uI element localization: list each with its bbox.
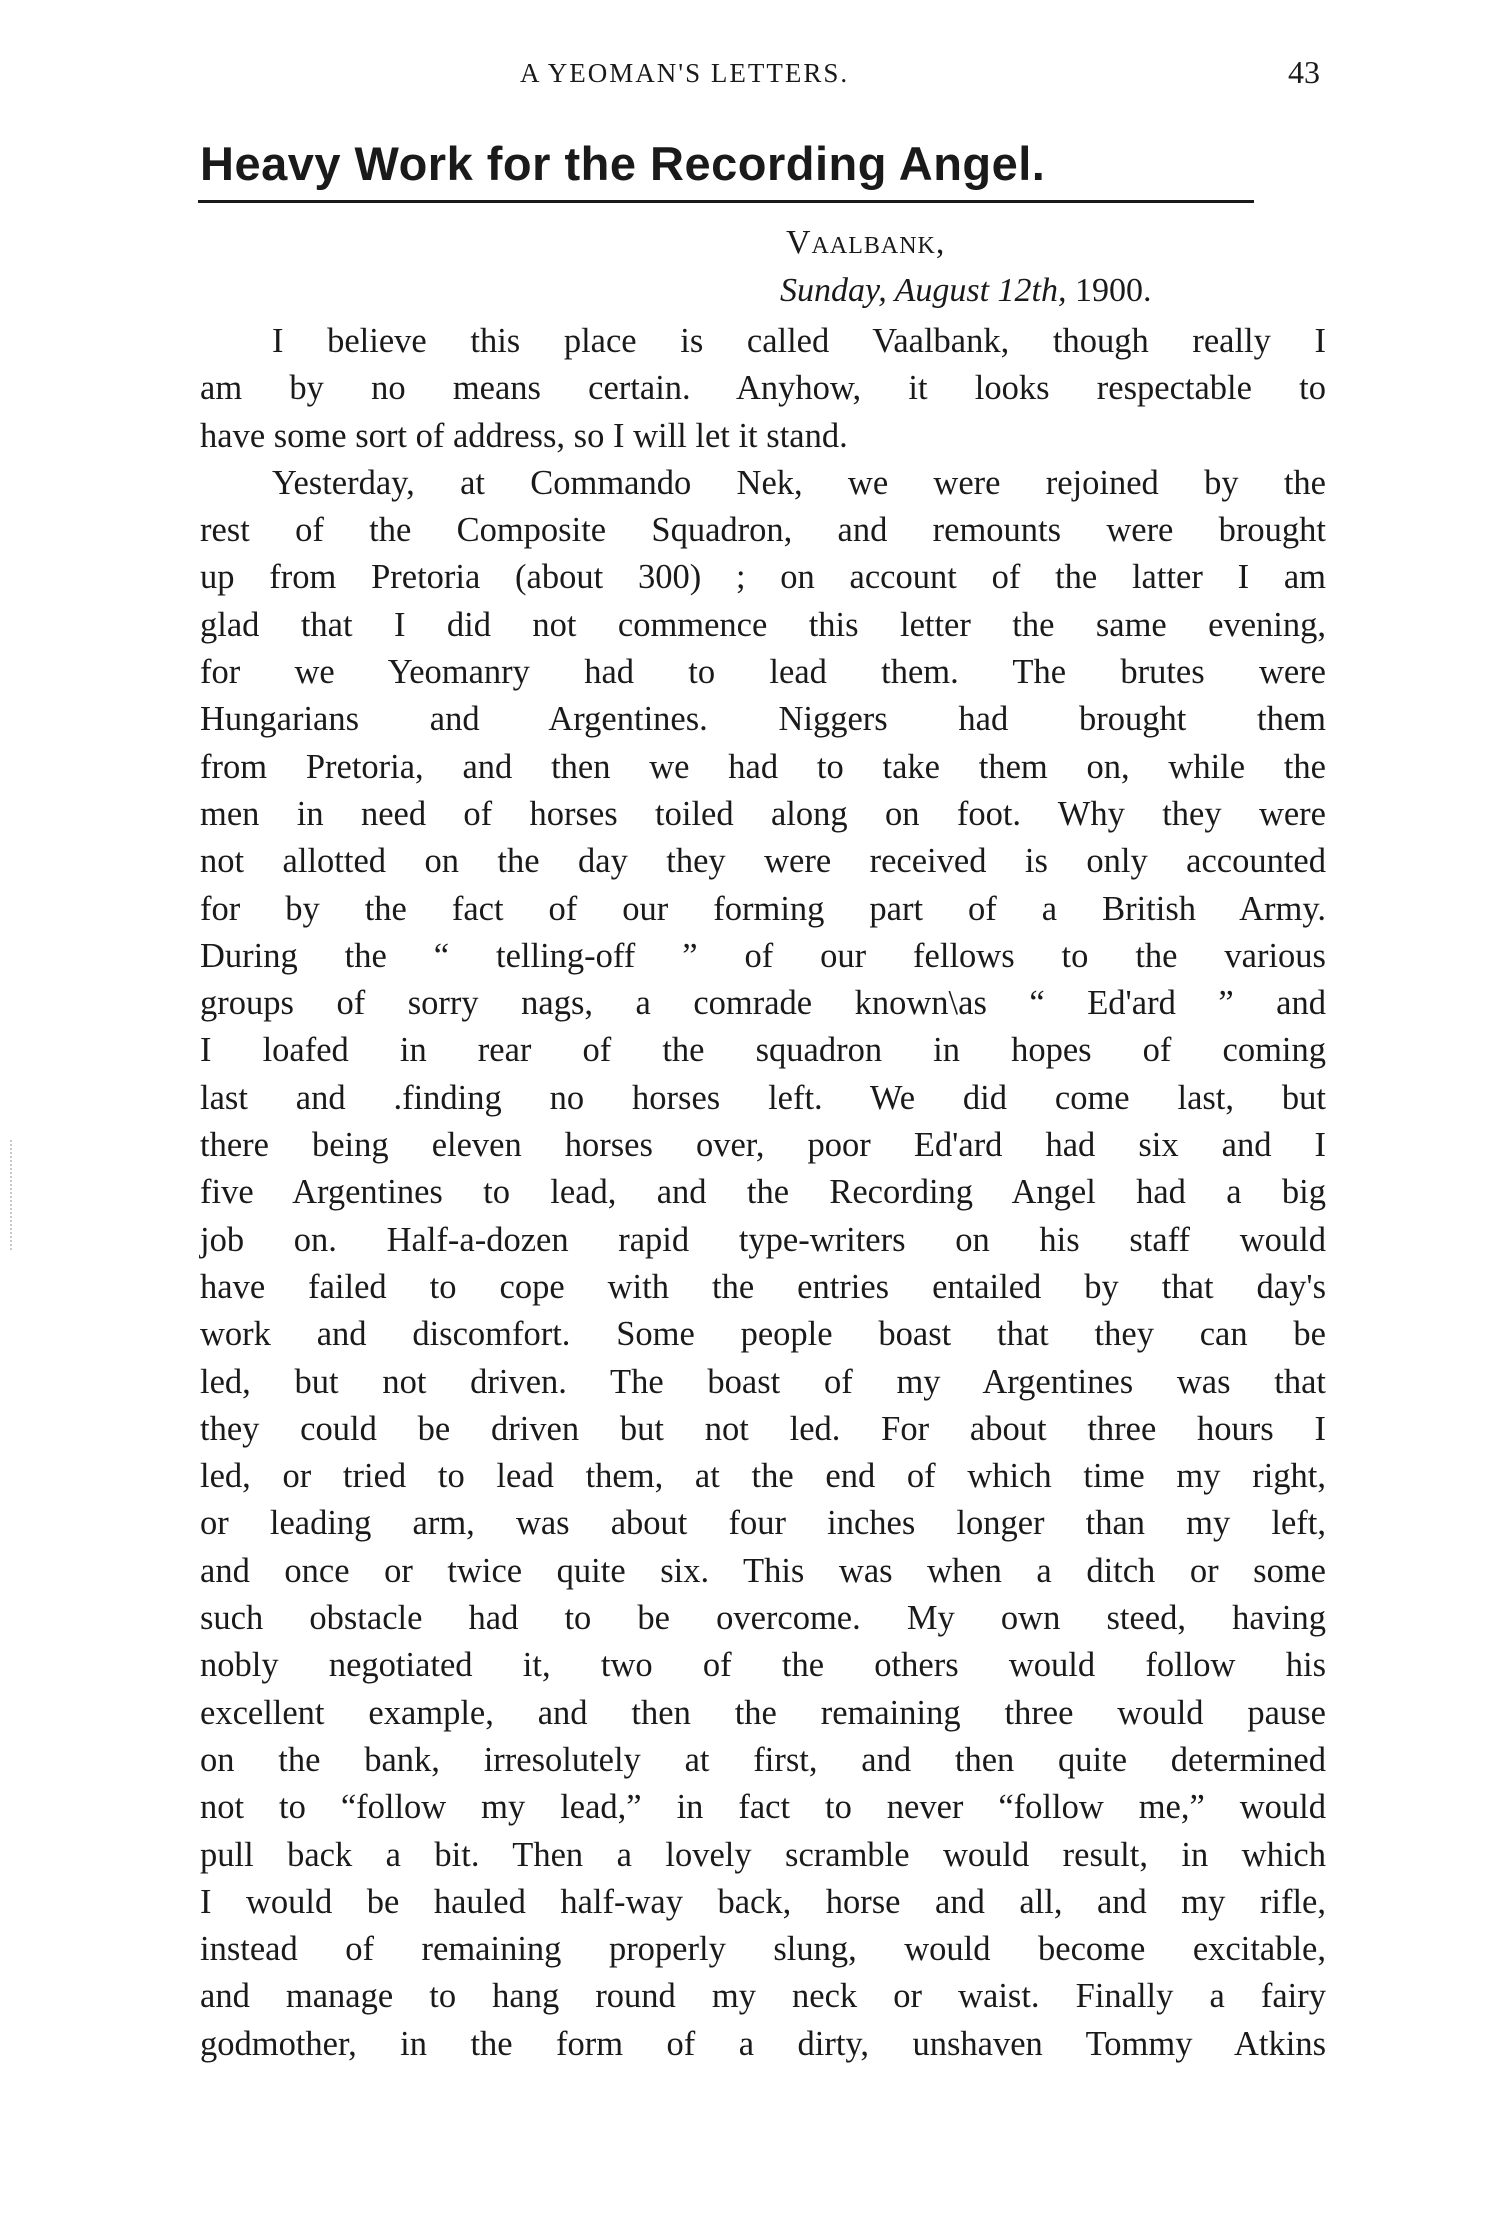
text-line: there being eleven horses over, poor Ed'ard had six and I bbox=[200, 1126, 1326, 1165]
text-line: groups of sorry nags, a comrade known\as “ Ed'ard ” and bbox=[200, 984, 1326, 1023]
text-line: have failed to cope with the entries entailed by that day's bbox=[200, 1267, 1326, 1306]
text-line: not allotted on the day they were received is only accounted bbox=[200, 842, 1326, 881]
text-line: five Argentines to lead, and the Recording Angel had a big bbox=[200, 1173, 1326, 1212]
text-line: led, but not driven. The boast of my Argentines was that bbox=[200, 1362, 1326, 1401]
title-underline bbox=[198, 200, 1254, 203]
dateline-place: Vaalbank, bbox=[786, 224, 946, 261]
text-line: pull back a bit. Then a lovely scramble would result, in which bbox=[200, 1835, 1326, 1874]
text-line: Yesterday, at Commando Nek, we were rejoined by the bbox=[272, 463, 1326, 502]
text-line: men in need of horses toiled along on foot. Why they were bbox=[200, 794, 1326, 833]
text-line: During the “ telling-off ” of our fellows to the various bbox=[200, 936, 1326, 975]
text-line: work and discomfort. Some people boast that they can be bbox=[200, 1315, 1326, 1354]
text-line: am by no means certain. Anyhow, it looks respectable to bbox=[200, 369, 1326, 408]
dateline-day-month: Sunday, August 12th, bbox=[780, 272, 1067, 309]
text-line: have some sort of address, so I will let it stand. bbox=[200, 416, 848, 455]
margin-dots bbox=[10, 1140, 16, 1250]
text-line: job on. Half-a-dozen rapid type-writers on his staff would bbox=[200, 1220, 1326, 1259]
text-line: or leading arm, was about four inches longer than my left, bbox=[200, 1504, 1326, 1543]
dateline-year: 1900. bbox=[1075, 272, 1152, 309]
dateline-date bbox=[780, 272, 1152, 310]
text-line: excellent example, and then the remaining three would pause bbox=[200, 1693, 1326, 1732]
text-line: godmother, in the form of a dirty, unshaven Tommy Atkins bbox=[200, 2024, 1326, 2063]
text-line: they could be driven but not led. For about three hours I bbox=[200, 1409, 1326, 1448]
text-line: instead of remaining properly slung, would become excitable, bbox=[200, 1930, 1326, 1969]
text-line: nobly negotiated it, two of the others would follow his bbox=[200, 1646, 1326, 1685]
text-line: Hungarians and Argentines. Niggers had brought them bbox=[200, 700, 1326, 739]
text-line: and once or twice quite six. This was when a ditch or some bbox=[200, 1551, 1326, 1590]
running-header bbox=[0, 52, 1488, 102]
text-line: I loafed in rear of the squadron in hopes of coming bbox=[200, 1031, 1326, 1070]
text-line: such obstacle had to be overcome. My own steed, having bbox=[200, 1599, 1326, 1638]
text-line: for we Yeomanry had to lead them. The brutes were bbox=[200, 653, 1326, 692]
paragraph bbox=[200, 460, 1326, 2068]
text-line: last and .finding no horses left. We did come last, but bbox=[200, 1078, 1326, 1117]
text-line: I would be hauled half-way back, horse and all, and my rifle, bbox=[200, 1882, 1326, 1921]
text-line: I believe this place is called Vaalbank, though really I bbox=[272, 322, 1326, 360]
text-line: glad that I did not commence this letter the same evening, bbox=[200, 605, 1326, 644]
chapter-title: Heavy Work for the Recording Angel. bbox=[200, 137, 1046, 190]
text-line: and manage to hang round my neck or waist. Finally a fairy bbox=[200, 1977, 1326, 2016]
running-title: A YEOMAN'S LETTERS. bbox=[520, 58, 850, 88]
text-line: for by the fact of our forming part of a British Army. bbox=[200, 889, 1326, 928]
text-line: from Pretoria, and then we had to take them on, while the bbox=[200, 747, 1326, 786]
text-line: led, or tried to lead them, at the end of which time my right, bbox=[200, 1457, 1326, 1496]
paragraph bbox=[200, 318, 1326, 460]
text-line: rest of the Composite Squadron, and remounts were brought bbox=[200, 511, 1326, 550]
text-line: up from Pretoria (about 300) ; on account of the latter I am bbox=[200, 558, 1326, 597]
text-line: not to “follow my lead,” in fact to never “follow me,” would bbox=[200, 1788, 1326, 1827]
text-line: on the bank, irresolutely at first, and then quite determined bbox=[200, 1740, 1326, 1779]
letter-body bbox=[200, 318, 1326, 2068]
page-number: 43 bbox=[1288, 54, 1320, 90]
